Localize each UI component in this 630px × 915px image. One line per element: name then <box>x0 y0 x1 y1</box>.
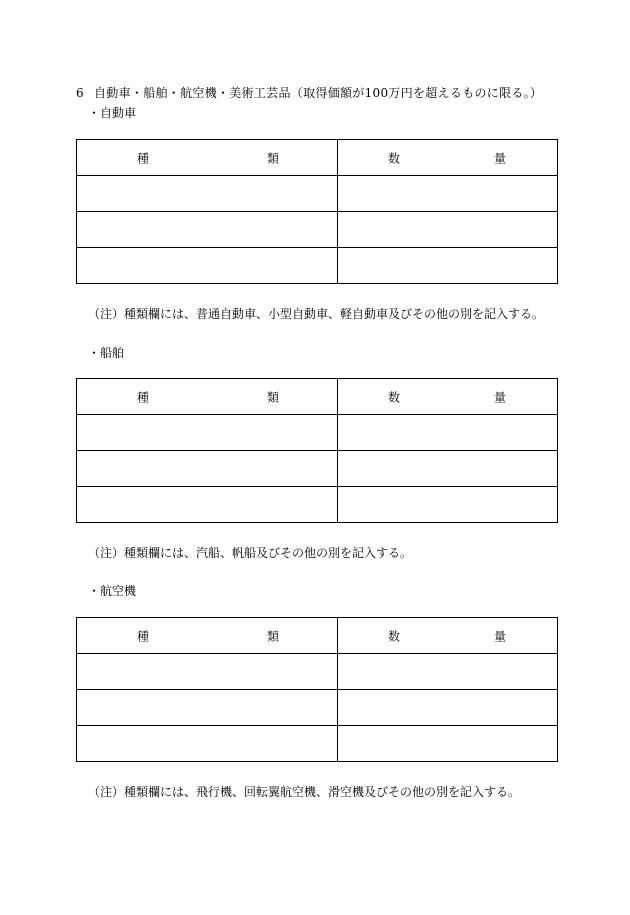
note-text: 種類欄には、汽船、帆船及びその他の別を記入する。 <box>124 546 413 560</box>
quantity-header-char-2: 量 <box>494 151 507 165</box>
quantity-cell[interactable] <box>338 726 558 762</box>
section-heading <box>76 84 542 101</box>
quantity-header-char-1: 数 <box>388 151 401 165</box>
quantity-cell[interactable] <box>338 176 558 212</box>
section-number: 6 <box>76 86 84 100</box>
type-column-header <box>77 618 338 654</box>
note-mark: （注） <box>88 307 125 321</box>
ship-note <box>88 544 412 561</box>
table-row <box>77 176 558 212</box>
type-column-header <box>77 140 338 176</box>
quantity-cell[interactable] <box>338 212 558 248</box>
type-header-char-1: 種 <box>137 390 150 404</box>
type-cell[interactable] <box>77 487 338 523</box>
quantity-cell[interactable] <box>338 451 558 487</box>
quantity-column-header <box>338 618 558 654</box>
table-row <box>77 248 558 284</box>
automobile-note <box>88 305 544 322</box>
section-title: 自動車・船舶・航空機・美術工芸品（取得価額が100万円を超えるものに限る。） <box>94 86 543 100</box>
table-header-row <box>77 140 558 176</box>
quantity-cell[interactable] <box>338 248 558 284</box>
type-cell[interactable] <box>77 726 338 762</box>
quantity-column-header <box>338 379 558 415</box>
note-mark: （注） <box>88 785 125 799</box>
ship-table <box>76 378 558 523</box>
type-header-char-1: 種 <box>137 151 150 165</box>
type-cell[interactable] <box>77 690 338 726</box>
aircraft-table <box>76 617 558 762</box>
note-mark: （注） <box>88 546 125 560</box>
quantity-cell[interactable] <box>338 654 558 690</box>
quantity-cell[interactable] <box>338 415 558 451</box>
table-row <box>77 451 558 487</box>
type-header-char-2: 類 <box>267 629 280 643</box>
type-cell[interactable] <box>77 451 338 487</box>
note-text: 種類欄には、飛行機、回転翼航空機、滑空機及びその他の別を記入する。 <box>124 785 521 799</box>
type-header-char-2: 類 <box>267 390 280 404</box>
note-text: 種類欄には、普通自動車、小型自動車、軽自動車及びその他の別を記入する。 <box>124 307 545 321</box>
type-column-header <box>77 379 338 415</box>
quantity-header-char-1: 数 <box>388 390 401 404</box>
table-row <box>77 654 558 690</box>
aircraft-note <box>88 783 520 800</box>
automobile-table <box>76 139 558 284</box>
quantity-cell[interactable] <box>338 487 558 523</box>
table-row <box>77 726 558 762</box>
type-cell[interactable] <box>77 654 338 690</box>
table-header-row <box>77 379 558 415</box>
type-cell[interactable] <box>77 415 338 451</box>
table-row <box>77 690 558 726</box>
quantity-header-char-2: 量 <box>494 390 507 404</box>
type-cell[interactable] <box>77 176 338 212</box>
type-header-char-1: 種 <box>137 629 150 643</box>
subsection-title-automobile: ・自動車 <box>88 106 137 120</box>
subsection-title-ship: ・船舶 <box>88 346 125 360</box>
quantity-cell[interactable] <box>338 690 558 726</box>
table-row <box>77 487 558 523</box>
type-cell[interactable] <box>77 248 338 284</box>
quantity-header-char-1: 数 <box>388 629 401 643</box>
type-cell[interactable] <box>77 212 338 248</box>
quantity-column-header <box>338 140 558 176</box>
table-row <box>77 212 558 248</box>
type-header-char-2: 類 <box>267 151 280 165</box>
table-row <box>77 415 558 451</box>
table-header-row <box>77 618 558 654</box>
quantity-header-char-2: 量 <box>494 629 507 643</box>
subsection-title-aircraft: ・航空機 <box>88 584 137 598</box>
